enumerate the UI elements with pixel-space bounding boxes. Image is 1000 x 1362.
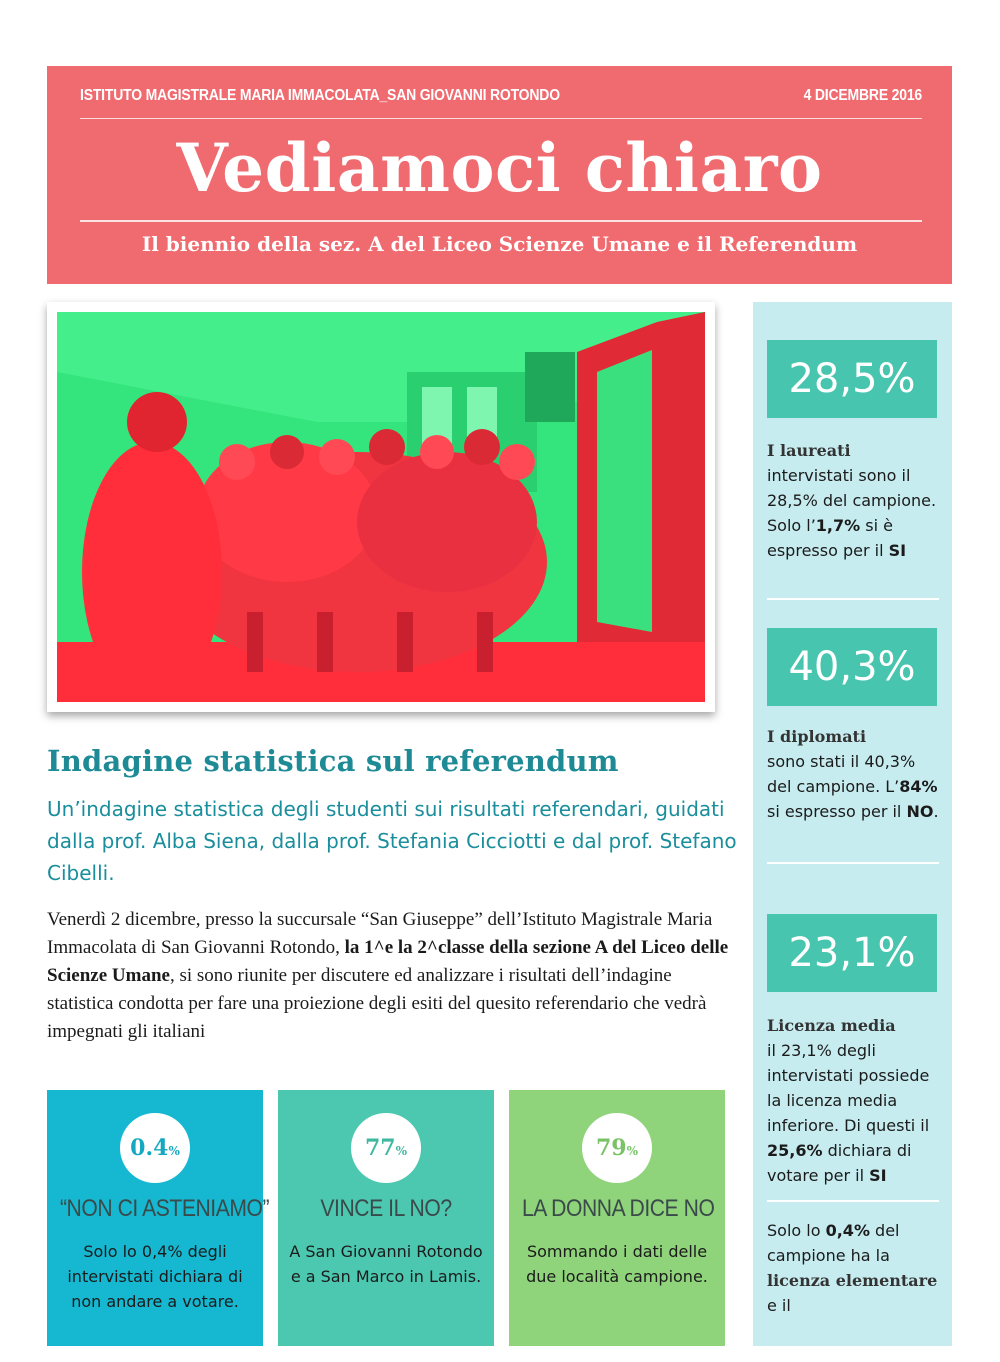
stat-text: A San Giovanni Rotondo e a San Marco in Lamis. [289, 1242, 483, 1286]
stat-unit: % [168, 1144, 180, 1158]
stat-title: LA DONNA DICE NO [521, 1195, 715, 1222]
sidebar-divider [767, 1200, 939, 1202]
divider [80, 220, 922, 222]
sidebar-text-part: . [933, 802, 939, 821]
sidebar-bold: SI [869, 1166, 887, 1185]
stat-text: Solo lo 0,4% degli intervistati dichiara di non andare a votare. [67, 1242, 243, 1311]
sidebar-text-middle-school [767, 1013, 939, 1188]
sidebar-text-part: si è espresso per il [767, 516, 893, 560]
sidebar-bold: SI [888, 541, 907, 560]
sidebar-label: licenza elementare [767, 1271, 938, 1290]
stat-value: 79 [595, 1135, 627, 1161]
article-body [47, 906, 737, 1046]
stats-sidebar [753, 302, 952, 1346]
divider [80, 118, 922, 119]
stat-circle [351, 1113, 421, 1183]
issue-date: 4 DICEMBRE 2016 [803, 84, 922, 104]
sidebar-bold: 0,4% [825, 1221, 870, 1240]
newsletter-title: Vediamoci chiaro [176, 129, 823, 207]
sidebar-text-graduates [767, 438, 939, 563]
stat-value: 77 [364, 1135, 396, 1161]
sidebar-text-part: si espresso per il [767, 802, 907, 821]
sidebar-bold: 84% [899, 777, 938, 796]
sidebar-number-middle-school: 23,1% [767, 914, 937, 992]
sidebar-number-graduates: 28,5% [767, 340, 937, 418]
stat-unit: % [626, 1144, 639, 1158]
sidebar-text-part: dichiara di votare per il [767, 1141, 912, 1185]
stat-title: VINCE IL NO? [320, 1195, 452, 1222]
stat-box-women-no [509, 1090, 725, 1346]
sidebar-bold: NO [906, 802, 934, 821]
stat-value: 0.4 [130, 1135, 169, 1161]
sidebar-label: I laureati [767, 441, 851, 460]
sidebar-divider [767, 862, 939, 864]
sidebar-text-diploma [767, 724, 939, 824]
photo-frame [47, 302, 715, 712]
sidebar-label: I diplomati [767, 727, 867, 746]
sidebar-text-elementary [767, 1218, 939, 1318]
stat-text: Sommando i dati delle due località campione. [526, 1242, 708, 1286]
masthead [47, 66, 952, 284]
stat-circle [582, 1113, 652, 1183]
sidebar-text-part: il 23,1% degli intervistati possiede la licenza media inferiore. Di questi il [767, 1041, 930, 1135]
stat-unit: % [395, 1144, 408, 1158]
sidebar-bold: 1,7% [815, 516, 861, 535]
stat-circle [120, 1113, 190, 1183]
stat-box-no-wins [278, 1090, 494, 1346]
article-body-bold: la 1^e la 2^classe della sezione A del Liceo delle Scienze Umane [47, 937, 729, 986]
sidebar-number-diploma: 40,3% [767, 628, 937, 706]
students-photo [57, 312, 705, 702]
students-photo-illustration [57, 312, 705, 702]
sidebar-text-part: del campione ha la [767, 1221, 900, 1265]
stat-title: “NON CI ASTENIAMO” [59, 1195, 270, 1222]
sidebar-label: Licenza media [767, 1016, 896, 1035]
masthead-top-line [80, 85, 922, 103]
sidebar-text-part: e il [767, 1296, 791, 1315]
sidebar-text-part: intervistati sono il 28,5% del campione. Solo l’ [767, 466, 937, 535]
school-name: ISTITUTO MAGISTRALE MARIA IMMACOLATA_SAN GIOVANNI ROTONDO [80, 84, 560, 104]
sidebar-bold: 25,6% [767, 1141, 823, 1160]
article-headline: Indagine statistica sul referendum [47, 744, 619, 778]
stat-box-abstention [47, 1090, 270, 1346]
sidebar-text-part: sono stati il 40,3% del campione. L’ [767, 752, 916, 796]
sidebar-divider [767, 598, 939, 600]
article-lede: Un’indagine statistica degli studenti sui risultati referendari, guidati dalla prof. Alba Siena, dalla prof. Stefania Cicciotti e dal prof. Stefano Cibelli. [47, 797, 737, 885]
newsletter-subtitle: Il biennio della sez. A del Liceo Scienze Umane e il Referendum [141, 232, 858, 256]
sidebar-text-part: Solo lo [767, 1221, 826, 1240]
article-body-part: Venerdì 2 dicembre, presso la succursale “San Giuseppe” dell’Istituto Magistrale Maria Immacolata di San Giovanni Rotondo, [47, 909, 713, 958]
article-body-part: , si sono riunite per discutere ed analizzare i risultati dell’indagine statistica condotta per fare una proiezione degli esiti del quesito referendario che vedrà impegnati gli italiani [47, 965, 707, 1042]
